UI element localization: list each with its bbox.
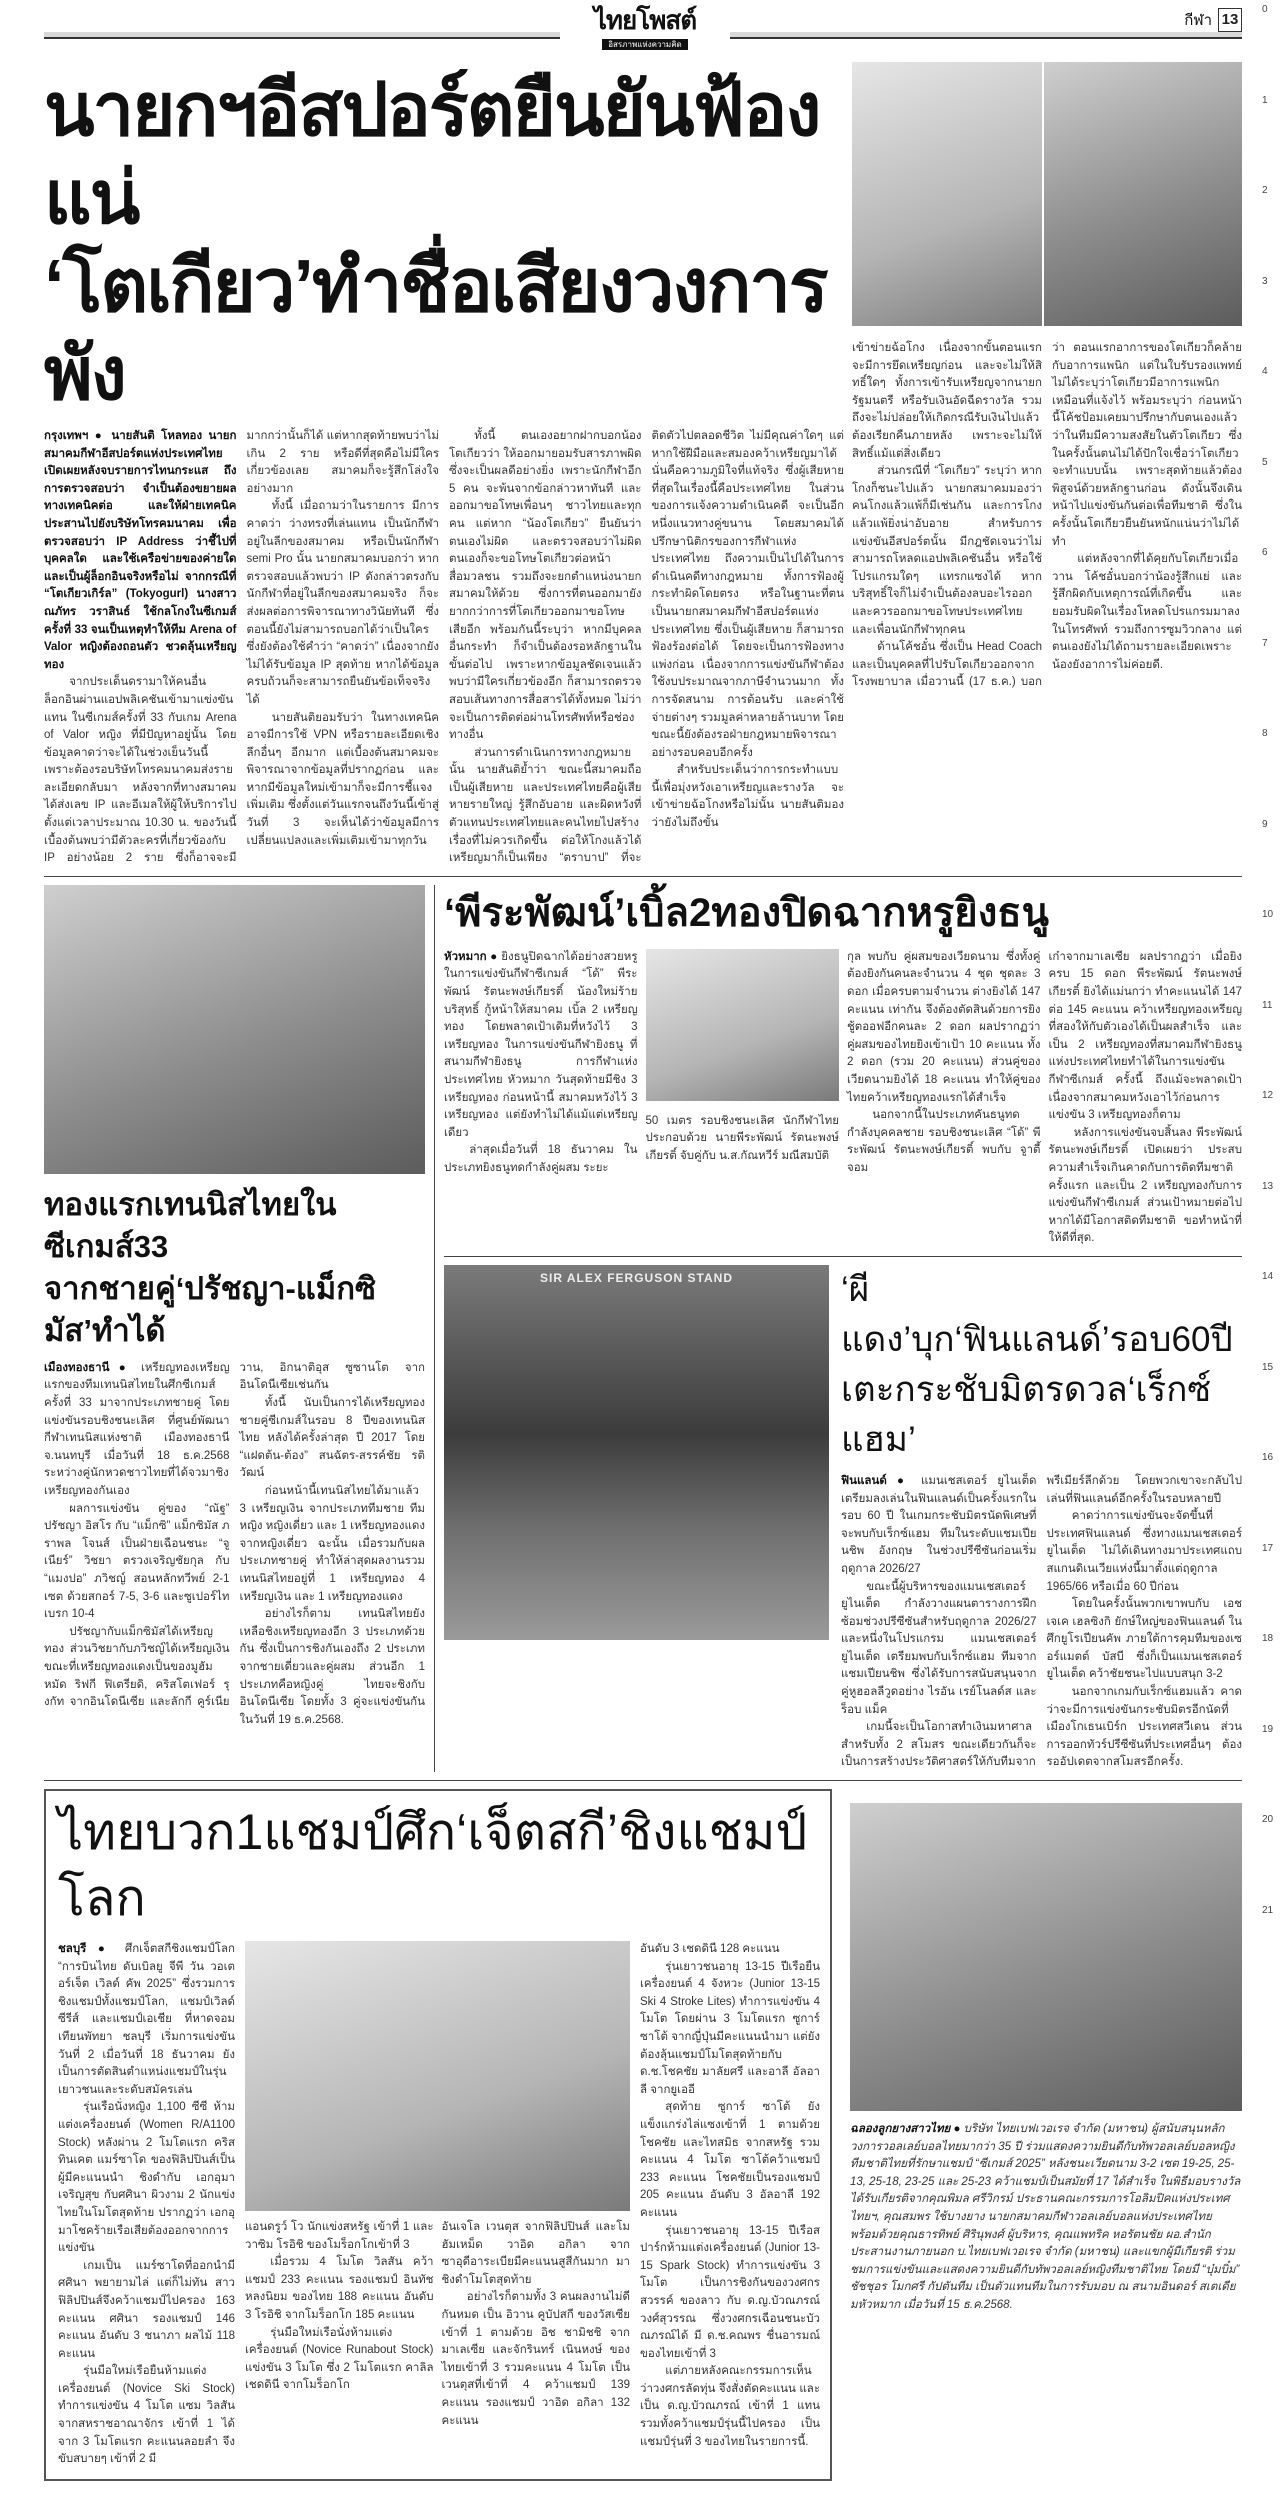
jetski-body-col2	[245, 2219, 434, 2430]
volleyball-caption-text: บริษัท ไทยเบฟเวอเรจ จำกัด (มหาชน) ผู้สนับสนุนหลักวงการวอลเลย์บอลไทยมากว่า 35 ปี ร่วมแสดงความยินดีกับทัพวอลเลย์บอลหญิงทีมชาติไทยที่รักษาแชมป์ “ซีเกมส์ 2025” หลังชนะเวียดนาม 3-2 เซต 19-25, 25-13, 25-18, 23-25 และ 25-23 คว้าแชมป์เป็นสมัยที่ 17 ได้สำเร็จ ในพิธีมอบรางวัลได้รับเกียรติจากคุณพิมล ศรีวิกรม์ ประธานคณะกรรมการโอลิมปิคแห่งประเทศไทยฯ, คุณสมพร ใช้บางยาง นายกสมาคมกีฬาวอลเลย์บอลแห่งประเทศไทย พร้อมด้วยคุณธารทิพย์ ศิรินุพงศ์ ผู้บริหาร, คุณแพทริค หอรัตนชัย ผอ.สำนักประสานงานภายนอก บ.ไทยเบฟเวอเรจ จำกัด (มหาชน) และแขกผู้มีเกียรติ ร่วมชมการแข่งขันและแสดงความยินดีกับทัพวอลเลย์หญิงทีมชาติไทย โดยมี “บุ๋มบิ๋ม” ชัชชุอร โมกศรี กัปตันทีม เป็นตัวแทนทีมในการรับมอบ ณ สนามอินดอร์ สเตเดียมหัวหมาก เมื่อวันที่ 15 ธ.ค.2568.	[850, 2123, 1241, 2311]
archery-article	[444, 885, 1242, 1248]
esports-photo-player	[852, 62, 1042, 326]
archery-headline: ‘พีระพัฒน์’เบิ้ล2ทองปิดฉากหรูยิงธนู	[444, 890, 1050, 935]
esports-paragraph: นายสันติยอมรับว่า ในทางเทคนิคอาจมีการใช้ VPN หรือรายละเอียดเชิงลึกอื่นๆ อีกมาก แต่เบื้องต้นสมาคมจะพิจารณาจากข้อมูลที่ปรากฏก่อน และหากมีข้อมูลใหม่เข้ามาก็จะมีการชี้แจงเพิ่มเติม ซึ่งตั้งแต่วันแรกจนถึงวันนี้เข้าสู่วันที่ 3 จะเห็นได้ว่าข้อมูลมีการเปลี่ยนแปลงและเพิ่มเติมเข้ามาทุกวัน	[246, 711, 439, 847]
esports-lead: กรุงเทพฯ ● นายสันติ โหลทอง นายกสมาคมกีฬาอีสปอร์ตแห่งประเทศไทย เปิดเผยหลังจบรายการไทนกระแส ถึงการตรวจสอบว่า จำเป็นต้องขยายผลทางเทคนิคต่อ และให้ฝ่ายเทคนิคประสานไปยังบริษัทโทรคมนาคม เพื่อตรวจสอบว่า IP Address ว่าชี้ไปที่บุคคลใด และใช้เครือข่ายของค่ายใด และเป็นผู้ล็อกอินจริงหรือไม่ จากกรณีที่ “โตเกียวเกิร์ล” (Tokyogurl) นางสาวณภัทร วราสินธ์ ใช้กลโกงในซีเกมส์ ครั้งที่ 33 จนเป็นเหตุทำให้ทีม Arena of Valor หญิงต้องถอนตัว ชวดลุ้นเหรียญทอง	[44, 430, 237, 671]
ruler-number: 17	[1262, 1542, 1274, 1554]
section-divider	[444, 1256, 1242, 1257]
esports-paragraph: เข้าข่ายฉ้อโกง เนื่องจากขั้นตอนแรกจะมีการยึดเหรียญก่อน และจะไม่ให้สิทธิ์ใดๆ ทั้งการเข้ารับเหรียญจากนายกรัฐมนตรี หรือรับเงินอัดฉีดรางวัล รวมถึงจะไม่ปล่อยให้เกิดกรณีรับเงินไปแล้วต้องเรียกคืนภายหลัง เพราะจะไม่ให้สิทธิ์แม้แต่สิ่งเดียว	[852, 342, 1042, 460]
jetski-paragraph: รุ่นมือใหม่เรือยืนห้ามแต่งเครื่องยนต์ (Novice Ski Stock) ทำการแข่งขัน 4 โมโต แซม วิลสัน จากสหราชอาณาจักร เข้าที่ 1 ได้จาก 3 โมโตแรก คะแนนลอยลำ จึงขับสบายๆ เข้าที่ 2 มี	[58, 2365, 235, 2466]
jetski-paragraph-list	[640, 1941, 820, 2451]
jetski-paragraph: แต่ภายหลังคณะกรรมการเห็นว่าวงศกรลัดทุ่น จึงสั่งตัดคะแนน และเป็น ด.ญ.บัวณภรณ์ เข้าที่ 1 แทน รวมทั้งคว้าแชมป์รุ่นนี้ไปครอง เป็นแชมป์รุ่นที่ 3 ของไทยในรายการนี้.	[640, 2365, 820, 2448]
tennis-dateline: เมืองทองธานี ●	[44, 1361, 132, 1374]
masthead-tagline: อิสรภาพแห่งความคิด	[602, 39, 688, 50]
tennis-body	[44, 1360, 425, 1729]
ruler-number: 5	[1262, 456, 1268, 468]
esports-body-main	[44, 428, 844, 868]
jetski-paragraph: รุ่นมือใหม่เรือนั่งห้ามแต่งเครื่องยนต์ (Novice Runabout Stock) แข่งขัน 3 โมโต ซึ่ง 2 โมโตแรก คาลิล เชดดินี จากโมร็อกโก	[245, 2326, 434, 2392]
jetski-dateline: ชลบุรี ●	[58, 1943, 114, 1956]
section-info	[1178, 8, 1242, 32]
tennis-paragraph: ผลการแข่งขัน คู่ของ “ณัฐ” ปรัชญา อิสโร กับ “แม็กซิ” แม็กซิมัส ภราพล โจนส์ เป็นฝ่ายเฉือนชนะ “จูเนียร์” วิชยา ตรวงเจริญชัยกุล กับ “แมงปอ” ภวิชญ์ สอนหลักทวีพย์ 2-1 เซต ด้วยสกอร์ 7-5, 3-6 และซูเปอร์ไทเบรก 10-4	[44, 1502, 230, 1621]
esports-paragraph: ทั้งนี้ ตนเองอยากฝากบอกน้องโตเกียวว่า ให้ออกมายอมรับสารภาพผิด ซึ่งจะเป็นผลดีอย่างยิ่ง เพราะนักกีฬาอีก 5 คน จะพ้นจากข้อกล่าวหาทันที และออกมาขอโทษเพื่อนๆ ชาวไทยและทุกคน แต่หาก “น้องโตเกียว” ยืนยันว่าตนเองไม่ผิด และตรวจสอบว่าไม่ผิด ตนเองก็จะขอโทษโตเกียวต่อหน้าสื่อมวลชน รวมถึงจะยกตำแหน่งนายกสมาคมให้ด้วย ซึ่งการที่ตนออกมายังยากกว่าการที่โตเกียวออกมาขอโทษเสียอีก พร้อมกันนี้ระบุว่า หากมีบุคคลอื่นกระทำ ก็จำเป็นต้องรอหลักฐานในขั้นต่อไป เพราะหากข้อมูลชัดเจนแล้วพบว่ามีใครเกี่ยวข้องอีก ก็สามารถตรวจสอบเส้นทางการสื่อสารได้ทั้งหมด ไม่ว่าจะเป็นการติดต่อผ่านโทรศัพท์หรือช่องทางอื่น	[449, 430, 642, 742]
section-label: กีฬา	[1184, 12, 1212, 29]
stadium-stand-sign: SIR ALEX FERGUSON STAND	[539, 1270, 733, 1285]
ruler-number: 21	[1262, 1904, 1274, 1916]
archery-paragraph-list	[646, 1113, 840, 1166]
jetski-paragraph: อย่างไรก็ตามทั้ง 3 คนผลงานไม่ดีกันหมด เป็น อิวาน คูบัปสกี ของวัสเซียเข้าที่ 1 ตามด้วย อิช ชามิชชิ จากมาเลเซีย และจักรินทร์ เนินหงษ์ ของไทยเข้าที่ 3 รวมคะแนน 4 โมโต เป็น เวนตุสที่เข้าที่ 4 คว้าแชมป์ 139 คะแนน รองแชมป์ วาอิด อกิลา 132 คะแนน	[441, 2291, 630, 2427]
jetski-paragraph: รุ่นเรือนั่งหญิง 1,100 ซีซี ห้ามแต่งเครื่องยนต์ (Women R/A1100 Stock) หลังผ่าน 2 โมโตแรก คริสทินเคต แมร์ซาโด ของฟิลิปปินส์เป็นผู้มีคะแนนนำ ชิงดำกับ เอกอุมา เจริญสุข กับศศินา ผิวงาม 2 นักแข่งไทยในโมโตสุดท้าย ปรากฏว่า เอกอุมาโชคร้ายเรือเสียต้องออกจากการแข่งขัน	[58, 2101, 235, 2255]
tennis-paragraph: ก่อนหน้านี้เทนนิสไทยได้มาแล้ว 3 เหรียญเงิน จากประเภททีมชาย ทีมหญิง หญิงเดี่ยว และ 1 เหรียญทองแดงจากหญิงเดี่ยว ฉะนั้น เมื่อรวมกับผลประเภทชายคู่ ทำให้ล่าสุดผลงานรวมเทนนิสไทยอยู่ที่ 1 เหรียญทอง 4 เหรียญเงิน และ 1 เหรียญทองแดง	[239, 1485, 425, 1603]
tennis-headline-line2: จากชายคู่‘ปรัชญา-แม็กซิมัส’ทำได้	[44, 1270, 377, 1348]
jetski-paragraph: เมื่อรวม 4 โมโต วิลสัน คว้าแชมป์ 233 คะแนน รองแชมป์ อินทัช หลงนิยม ของไทย 188 คะแนน อันดับ 3 โรอิชิ จากโมร็อกโก 185 คะแนน	[245, 2256, 434, 2321]
tennis-headline	[44, 1184, 425, 1352]
tennis-paragraph: อย่างไรก็ตาม เทนนิสไทยยังเหลือชิงเหรียญทองอีก 3 ประเภทด้วยกัน ซึ่งเป็นการชิงกันเองถึง 2 ประเภท จากชายเดี่ยวและคู่ผสม ส่วนอีก 1 ประเภทคือหญิงคู่ ไทยจะชิงกับอินโดนีเซีย โดยทั้ง 3 คู่จะแข่งขันกันในวันที่ 19 ธ.ค.2568.	[239, 1608, 425, 1726]
jetski-body-col3	[442, 2219, 631, 2430]
archery-paragraph: 50 เมตร รอบชิงชนะเลิศ นักกีฬาไทยประกอบด้วย นายพีระพัฒน์ รัตนะพงษ์เกียรติ์ จับคู่กับ น.ส.กัณหวีร์ มณีสมบัติ	[645, 1114, 839, 1163]
ruler-number: 10	[1262, 909, 1274, 920]
manutd-lead: ฟินแลนด์ ● แมนเชสเตอร์ ยูไนเต็ด เตรียมลงเล่นในฟินแลนด์เป็นครั้งแรกในรอบ 60 ปี ในเกมกระชับมิตรนัดพิเศษที่จะพบกับเร็กซ์แฮม ทีมในระดับแชมเปียนชิพ อังกฤษ ในช่วงปรีซีซันก่อนเริ่มฤดูกาล 2026/27	[841, 1474, 1037, 1575]
middle-row	[44, 885, 1242, 1772]
ruler-number: 16	[1262, 1452, 1274, 1463]
manutd-headline	[841, 1265, 1242, 1465]
manutd-paragraph: โดยในครั้งนั้นพวกเขาพบกับ เอชเจเค เฮลซิงกิ ยักษ์ใหญ่ของฟินแลนด์ ในศึกยูโรเปียนคัพ ภายใต้การคุมทีมของเซอร์แมตต์ บัสบี ซึ่งก็เป็นแมนเชสเตอร์ ยูไนเต็ด คว้าชัยชนะไปแบบสนุก 3-2	[1046, 1598, 1242, 1681]
section-divider	[44, 1780, 1242, 1781]
ruler-number: 20	[1262, 1814, 1274, 1825]
esports-side-column	[852, 62, 1242, 868]
ruler-number: 7	[1262, 637, 1268, 649]
ruler-number: 0	[1262, 4, 1268, 15]
manutd-paragraph: นอกจากเกมกับเร็กซ์แฮมแล้ว คาดว่าจะมีการแข่งขันกระชับมิตรอีกนัดที่เมืองโกเธนเบิร์ก ประเทศสวีเดน ส่วนการออกทัวร์ปรีซีซันที่ประเทศอื่นๆ ต้องรออัปเดตจากสโมสรอีกครั้ง.	[1046, 1686, 1242, 1769]
volleyball-caption	[850, 2121, 1242, 2315]
ruler-number: 4	[1262, 366, 1268, 377]
manutd-article	[444, 1265, 1242, 1772]
jetski-lead: ชลบุรี ● ศึกเจ็ตสกีชิงแชมป์โลก “การบินไทย ดับเบิลยู จีพี วัน วอเตอร์เจ็ต เวิลด์ คัพ 2025” ซึ่งรวมการชิงแชมป์ทั้งแชมป์โลก, แชมป์เวิลด์ ซีรีส์ และแชมป์เอเชีย ที่หาดจอมเทียนพัทยา ชลบุรี เริ่มการแข่งขันวันที่ 2 เมื่อวันที่ 18 ธันวาคม ยังเป็นการตัดสินตำแหน่งแชมป์ในรุ่นเยาวชนและระดับสมัครเล่น	[58, 1943, 235, 2096]
esports-main-column	[44, 62, 844, 868]
jetski-paragraph-list	[245, 2219, 434, 2395]
page-number: 13	[1218, 8, 1242, 32]
esports-paragraph-list	[852, 340, 1242, 692]
archery-paragraph: นอกจากนี้ในประเภทคันธนูทดกำลังบุคคลชาย รอบชิงชนะเลิศ “โด้” พีระพัฒน์ รัตนะพงษ์เกียรติ์ พบกับ จูาตี้ จอม	[847, 1109, 1041, 1174]
tennis-photo	[44, 885, 425, 1174]
jetski-middle	[245, 1941, 630, 2469]
ruler-number: 13	[1262, 1180, 1274, 1192]
archery-paragraph-list	[1049, 949, 1243, 1248]
jetski-under-photo	[245, 2219, 630, 2430]
manutd-text	[841, 1265, 1242, 1772]
jetski-paragraph: อันเจโล เวนตุส จากฟิลิปปินส์ และโมฮัมเหม็ด วาอิด อกิลา จากซาอุดีอาระเบียมีคะแนนสูสีกันมาก มาชิงดำโมโตสุดท้าย	[441, 2221, 630, 2286]
esports-paragraph: ส่วนการดำเนินการทางกฎหมายนั้น นายสันติย้ำว่า ขณะนี้สมาคมถือเป็นผู้เสียหาย และประเทศไทยคือผู้เสียหายรายใหญ่ รู้สึกอับอาย และผิดหวังที่ตัวแทนประเทศไทยและคนไทยไปสร้างเรื่องที่ไม่ควรเกิดขึ้น ต่อให้โกงแล้วได้เหรียญมาก็เป็นเพียง “ตราบาป” ที่จะติดตัวไปตลอดชีวิต ไม่มีคุณค่าใดๆ แต่หากใช้ฝีมือและสมองคว้าเหรียญมาได้ นั่นคือความภูมิใจที่แท้จริง ซึ่งผู้เสียหายที่สุดในเรื่องนี้คือประเทศไทย ในส่วนของการแจ้งความดำเนินคดี จะเป็นอีกหนึ่งแนวทางคู่ขนาน โดยสมาคมได้ปรึกษานิติกรของการกีฬาแห่งประเทศไทย ถึงความเป็นไปได้ในการดำเนินคดีทางกฎหมาย ทั้งการฟ้องผู้กระทำผิดโดยตรง หรือในฐานะที่ตนเป็นนายกสมาคมกีฬาอีสปอร์ตแห่งประเทศไทย ซึ่งเป็นผู้เสียหาย ก็สามารถฟ้องร้องต่อได้ โดยจะเป็นการฟ้องทางแพ่งก่อน เนื่องจากการแข่งขันกีฬาต้องใช้งบประมาณจากภาษีจำนวนมาก ทั้งการจัดสนาม การต้อนรับ และค่าใช้จ่ายต่างๆ รวมมูลค่าหลายล้านบาท โดยขณะนี้ยังต้องรอฝ่ายกฎหมายพิจารณาอย่างรอบคอบอีกครั้ง	[449, 430, 844, 865]
ruler-number: 9	[1262, 818, 1268, 830]
esports-body-continued	[852, 340, 1242, 692]
esports-photos	[852, 62, 1242, 326]
jetski-paragraph: แอนดรูว์ โว นักแข่งสหรัฐ เข้าที่ 1 และวาซิม โรอิชิ ของโมร็อกโกเข้าที่ 3	[245, 2221, 434, 2251]
tennis-lead: เมืองทองธานี ● เหรียญทองเหรียญแรกของทีมเทนนิสไทยในศึกซีเกมส์ ครั้งที่ 33 มาจากประเภทชายคู่ โดยแข่งขันรอบชิงชนะเลิศ ที่ศูนย์พัฒนากีฬาเทนนิสแห่งชาติ เมืองทองธานี จ.นนทบุรี เมื่อวันที่ 18 ธ.ค.2568 ระหว่างคู่นักหวดชาวไทยที่ได้จวมาชิงเหรียญทองกันเอง	[44, 1361, 230, 1497]
page-header	[44, 6, 1242, 62]
volleyball-caption-title: ฉลองลูกยางสาวไทย ●	[850, 2123, 961, 2136]
section-divider	[44, 876, 1242, 877]
esports-paragraph: ทั้งนี้ เมื่อถามว่าในรายการ มีการคาดว่า ว่างทรงที่เล่นแทน เป็นนักกีฬาอยู่ในลีกของสมาคม หรือเป็นนักกีฬา semi Pro นั้น นายกสมาคมบอกว่า หากตรวจสอบแล้วพบว่า IP ดังกล่าวตรงกับนักกีฬาที่อยู่ในลีกของสมาคมจริง ก็จะส่งผลต่อการพิจารณาทางวินัยทันที ซึ่งตอนนี้ยังไม่สามารถบอกได้ว่าเป็นใคร ซึ่งยังต้องใช้คำว่า “คาดว่า” เนื่องจากยังไม่ได้รับข้อมูล IP สุดท้าย หากได้ข้อมูลครบถ้วนก็จะสามารถยืนยันข้อเท็จจริงได้	[246, 500, 439, 706]
archery-paragraph-list	[444, 1142, 638, 1177]
ruler-number: 12	[1262, 1090, 1274, 1101]
manutd-body	[841, 1473, 1242, 1772]
manutd-headline-line2: เตะกระชับมิตรดวล‘เร็กซ์แฮม’	[841, 1369, 1212, 1459]
archery-paragraph-list	[847, 949, 1041, 1178]
ruler-number: 18	[1262, 1633, 1274, 1644]
jetski-headline: ไทยบวก1แชมป์ศึก‘เจ็ตสกี’ชิงแชมป์โลก	[58, 1804, 808, 1927]
tennis-paragraph: ทั้งนี้ นับเป็นการได้เหรียญทองชายคู่ซีเกมส์ในรอบ 8 ปีของเทนนิสไทย หลังได้ครั้งล่าสุด ปี 2017 โดย “แฝดต้น-ต้อง” สนฉัตร-สรรค์ชัย รติวัฒน์	[239, 1397, 425, 1480]
esports-paragraph: แต่หลังจากที่ได้คุยกับโตเกียวเมื่อวาน โค้ชอั๋นบอกว่าน้องรู้สึกแย่ และรู้สึกผิดกับเหตุการณ์ที่เกิดขึ้น และยอมรับผิดในเรื่องโหลดโปรแกรมมาลงในโทรศัพท์ รวมถึงการซูมวิวกลาง แต่ตนเองยังไม่ได้ถามรายละเอียดเพราะน้องยังอาการไม่ค่อยดี.	[1052, 553, 1242, 671]
bottom-row	[44, 1789, 1242, 2481]
masthead-title: ไทยโพสต์	[593, 5, 697, 35]
archery-paragraph: เก๋าจากมาเลเซีย ผลปรากฏว่า เมื่อยิงครบ 15 ดอก พีระพัฒน์ รัตนะพงษ์เกียรติ์ ยิงได้แม่นกว่า ทำคะแนนได้ 147 ต่อ 145 คะแนน คว้าเหรียญทองเหรียญที่สองให้กับตัวเองได้เป็นผลสำเร็จ และเป็น 2 เหรียญทองที่สมาคมกีฬายิงธนูแห่งประเทศไทยทำได้ในการแข่งขันกีฬาซีเกมส์ ครั้งนี้ ถึงแม้จะพลาดเป้าเนื่องจากสมาคมหวังเอาไว้ก่อนการแข่งขัน 3 เหรียญทองก็ตาม	[1048, 950, 1242, 1122]
archery-paragraph: กุล พบกับ คู่ผสมของเวียดนาม ซึ่งทั้งคู่ต้องยิงกันคนละจำนวน 4 ชุด ชุดละ 3 ดอก เมื่อครบตามจำนวน ต่างยิงได้ 147 คะแนน เท่ากัน จึงต้องตัดสินด้วยการยิงชู้ตออฟอีกคนละ 2 ดอก ผลปรากฏว่าคู่ผสมของไทยยิงเข้าเป้า 10 คะแนน ทั้ง 2 ดอก (รวม 20 คะแนน) ส่วนคู่ของเวียดนามยิงได้ 18 คะแนน ทำให้คู่ของไทยคว้าเหรียญทองแรกได้สำเร็จ	[847, 950, 1041, 1104]
manutd-paragraph: ขณะนี้ผู้บริหารของแมนเชสเตอร์ ยูไนเต็ด กำลังวางแผนตารางการฝึกซ้อมช่วงปรีซีซันสำหรับฤดูกาล 2026/27 และหนึ่งในโปรแกรม แมนเชสเตอร์ ยูไนเต็ด เตรียมพบกับเร็กซ์แฮม ทีมจากแชมเปียนชิพ ซึ่งได้รับการสนับสนุนจากคู่หูฮอลลีวูดอย่าง ไรอัน เรย์โนลด์ส และร็อบ แม็ค	[841, 1580, 1037, 1716]
archery-paragraph: ล่าสุดเมื่อวันที่ 18 ธันวาคม ในประเภทยิงธนูทดกำลังคู่ผสม ระยะ	[444, 1144, 638, 1174]
jetski-paragraph-list	[442, 2219, 631, 2430]
middle-right-column	[434, 885, 1242, 1772]
jetski-paragraph: รุ่นเยาวชนอายุ 13-15 ปีเรือยืนเครื่องยนต์ 4 จังหวะ (Junior 13-15 Ski 4 Stroke Lites) ทำการแข่งขัน 4 โมโต โดยผ่าน 3 โมโตแรก ซูการ์ ซาโต้ จากญี่ปุ่นมีคะแนนนำมา แต่ยังต้องลุ้นแชมป์โมโตสุดท้ายกับ ด.ช.โชคชัย มาลัยศรี และอาลี อัลอาลี จากยูเออี	[640, 1960, 820, 2096]
tennis-article	[44, 885, 434, 1772]
jetski-columns	[58, 1941, 820, 2469]
esports-photo-president	[1044, 62, 1242, 326]
esports-paragraph: ด้านโค้ชอั๋น ซึ่งเป็น Head Coach และเป็นบุคคลที่ไปรับโตเกียวออกจากโรงพยาบาล เมื่อวานนี้ (17 ธ.ค.) บอกว่า ตอนแรกอาการของโตเกียวก็คล้ายกับอาการแพนิก แต่ในใบรับรองแพทย์ ไม่ได้ระบุว่าโตเกียวมีอาการแพนิกเหมือนที่แจ้งไว้ พร้อมระบุว่า ก่อนหน้านี้โค้ชป้อมเคยมาปรึกษากับตนเองแล้วว่าในทีมมีความสงสัยในตัวโตเกียว ซึ่งในครั้งนั้นตนไม่ได้ปักใจเชื่อว่าโตเกียวจะทำแบบนั้น เพราะสุดท้ายแล้วต้องพิสูจน์ด้วยหลักฐานก่อน ดังนั้นจึงเดินหน้าไปแข่งขันกันต่อเพื่อทีมชาติ ซึ่งในครั้งนั้นโตเกียวยืนยันหนักแน่นว่าไม่ได้ทำ	[852, 342, 1242, 689]
tennis-paragraph: ปรัชญากับแม็กซิมัสได้เหรียญทอง ส่วนวิชยากับภวิชญ์ได้เหรียญเงิน ขณะที่เหรียญทองแดงเป็นของมูฮัมหมัด ริฟกี ฟิเตรียดิ, คริสโตเฟอร์ รุงกัท จากอินโดนีเซีย และลักกี คูร์เนียวาน, อิกนาติอุส ซูซานโต จากอินโดนีเซียเช่นกัน	[44, 1361, 425, 1709]
volleyball-article	[850, 1789, 1242, 2481]
esports-dateline: กรุงเทพฯ ●	[44, 430, 105, 442]
esports-paragraph: สำหรับประเด็นว่าการกระทำแบบนี้เพื่อมุ่งหวังเอาเหรียญและรางวัล จะเข้าข่ายฉ้อโกงหรือไม่นั้น นายสันติมองว่ายังไม่ถึงขั้น	[651, 764, 844, 830]
archery-lead: หัวหมาก ● ยิงธนูปิดฉากได้อย่างสวยหรู ในการแข่งขันกีฬาซีเกมส์ “โด้” พีระพัฒน์ รัตนะพงษ์เกียรติ์ น้องใหม่ร้ายบริสุทธิ์ กู้หน้าให้สมาคม เบิ้ล 2 เหรียญทอง โดยพลาดเป้าเดิมที่หวังไว้ 3 เหรียญทอง ในการแข่งขันกีฬายิงธนู ที่สนามกีฬายิงธนู การกีฬาแห่งประเทศไทย หัวหมาก วันสุดท้ายมีชิง 3 เหรียญทอง ก่อนหน้านี้ สมาคมหวังไว้ 3 เหรียญทอง แต่ยังทำไม่ได้แม้แต่เหรียญเดียว	[444, 950, 638, 1139]
manutd-paragraph: เกมนี้จะเป็นโอกาสทำเงินมหาศาลสำหรับทั้ง 2 สโมสร ขณะเดียวกันก็จะเป็นการสร้างประวัติศาสตร์ให้กับทีมจากพรีเมียร์ลีกด้วย โดยพวกเขาจะกลับไปเล่นที่ฟินแลนด์อีกครั้งในรอบหลายปี	[841, 1474, 1242, 1769]
volleyball-team-photo	[850, 1803, 1242, 2111]
archery-body-col3	[847, 949, 1041, 1248]
ruler-number: 6	[1262, 547, 1268, 558]
jetski-article-box	[44, 1789, 832, 2481]
manutd-dateline: ฟินแลนด์ ●	[841, 1474, 911, 1487]
jetski-paragraph: สุดท้าย ซูการ์ ซาโต้ ยังแข็งแกร่งไล่แซงเข้าที่ 1 ตามด้วย โชคชัย และไทสมิธ จากสหรัฐ รวมคะแนน 4 โมโต ซาโต้คว้าแชมป์ 233 คะแนน โชคชัยเป็นรองแชมป์ 205 คะแนน อันดับ 3 อัลอาลี 192 คะแนน	[640, 2101, 820, 2219]
jetski-paragraph: รุ่นเยาวชนอายุ 13-15 ปีเรือสปาร์กห้ามแต่งเครื่องยนต์ (Junior 13-15 Spark Stock) ทำการแข่งขัน 3 โมโต เป็นการชิงกันของวงศกร สวรรค์ ของลาว กับ ด.ญ.บัวณภรณ์ วงศ์สุวรรณ ซึ่งวงศกรเฉือนชนะบัวณภรณ์ได้ มี ด.ช.คณพร ชื่นอารมณ์ ของไทยเข้าที่ 3	[640, 2224, 820, 2360]
archery-dateline: หัวหมาก ●	[444, 950, 498, 963]
archery-paragraph: หลังการแข่งขันจบสิ้นลง พีระพัฒน์ รัตนะพงษ์เกียรติ์ เปิดเผยว่า ประสบความสำเร็จเกินคาดกับการติดทีมชาติครั้งแรก และเป็น 2 เหรียญทองกับการแข่งขันกีฬาซีเกมส์ ส่วนเป้าหมายต่อไปหากได้มีโอกาสติดทีมชาติ ขอทำหน้าที่ให้ดีที่สุด.	[1048, 1126, 1242, 1245]
esports-headline	[44, 66, 844, 418]
manutd-paragraph: คาดว่าการแข่งขันจะจัดขึ้นที่ประเทศฟินแลนด์ ซึ่งทางแมนเชสเตอร์ ยูไนเต็ด ไม่ได้เดินทางมาประเทศแถบสแกนดิเนเวียแห่งนี้มาตั้งแต่ฤดูกาล 1965/66 หรือเมื่อ 60 ปีก่อน	[1046, 1510, 1242, 1593]
jetski-paragraph: อันดับ 3 เชดดินี 128 คะแนน	[640, 1943, 780, 1956]
archery-col2	[646, 949, 840, 1248]
archery-body-col1	[444, 949, 638, 1248]
archery-body-col2	[646, 1113, 840, 1166]
jetski-body-col1	[58, 1941, 235, 2469]
ruler-number: 19	[1262, 1723, 1274, 1735]
ruler-number: 8	[1262, 728, 1268, 739]
esports-headline-line1: นายกฯอีสปอร์ตยืนยันฟ้องแน่	[44, 68, 820, 239]
jetski-paragraph: เกมเป็น แมร์ซาโดที่ออกนำมี ศศินา พยายามไล่ แต่ก็ไม่ทัน สาวฟิลิปปินส์จึงคว้าแชมป์ไปครอง 163 คะแนน ศศินา รองแชมป์ 146 คะแนน อันดับ 3 ชนาภา ผลไม้ 118 คะแนน	[58, 2259, 235, 2360]
masthead-logo	[560, 6, 730, 52]
ruler-number: 11	[1262, 999, 1273, 1011]
ruler-number: 2	[1262, 185, 1268, 196]
esports-paragraph: ส่วนกรณีที่ “โตเกียว” ระบุว่า หากโกงก็ชนะไปแล้ว นายกสมาคมมองว่า คนโกงแล้วแพ้ก็มีเช่นกัน และการโกงแล้วแพ้ยิ่งน่าอับอาย สำหรับการแข่งขันอีสปอร์ตนั้น มีกฎชัดเจนว่าไม่สามารถโหลดแอปพลิเคชันอื่น หรือใช้โปรแกรมใดๆ แทรกแซงได้ หากบริสุทธิ์ใจก็ไม่จำเป็นต้องลบอะไรออก และควรออกมาขอโทษประเทศไทยและเพื่อนนักกีฬาทุกคน	[852, 465, 1042, 636]
esports-paragraph: จากประเด็นดรามาให้คนอื่นล็อกอินผ่านแอปพลิเคชันเข้ามาแข่งขันแทน ในซีเกมส์ครั้งที่ 33 กับเกม Arena of Valor หญิง ที่มีปัญหาอยู่นั้น โดยข้อมูลคาดว่าจะได้ในช่วงเย็นวันนี้ เพราะต้องรอบริษัทโทรคมนาคมส่งรายละเอียดกลับมา หลังจากที่ทางสมาคมได้ส่งเลข IP และอีเมลให้ผู้ให้บริการไปตั้งแต่เวลาประมาณ 10.30 น. ของวันนี้ เบื้องต้นพบว่ามีตัวละครที่เกี่ยวข้องกับ IP อย่างน้อย 2 ราย ซึ่งก็อาจจะมีมากกว่านั้นก็ได้ แต่หากสุดท้ายพบว่าไม่เกิน 2 ราย หรือดีที่สุดคือไม่มีใครเกี่ยวข้องเลย สมาคมก็จะรู้สึกโล่งใจอย่างมาก	[44, 430, 439, 865]
ruler-number: 1	[1262, 94, 1268, 106]
manutd-team-photo	[444, 1265, 829, 1640]
esports-article	[44, 62, 1242, 868]
archery-body-col4	[1049, 949, 1243, 1248]
tennis-headline-line1: ทองแรกเทนนิสไทยในซีเกมส์33	[44, 1186, 337, 1264]
ruler-number: 15	[1262, 1361, 1274, 1373]
esports-headline-line2: ‘โตเกียว’ทำชื่อเสียงวงการพัง	[44, 244, 827, 415]
archery-photo	[646, 949, 840, 1101]
jetski-paragraph-list	[58, 2099, 235, 2468]
ruler-number: 3	[1262, 275, 1268, 287]
ruler-number: 14	[1262, 1271, 1274, 1282]
jetski-photo	[245, 1941, 630, 2211]
manutd-headline-line1: ‘ผีแดง’บุก‘ฟินแลนด์’รอบ60ปี	[841, 1269, 1233, 1359]
archery-columns	[444, 949, 1242, 1248]
jetski-body-col4	[640, 1941, 820, 2469]
